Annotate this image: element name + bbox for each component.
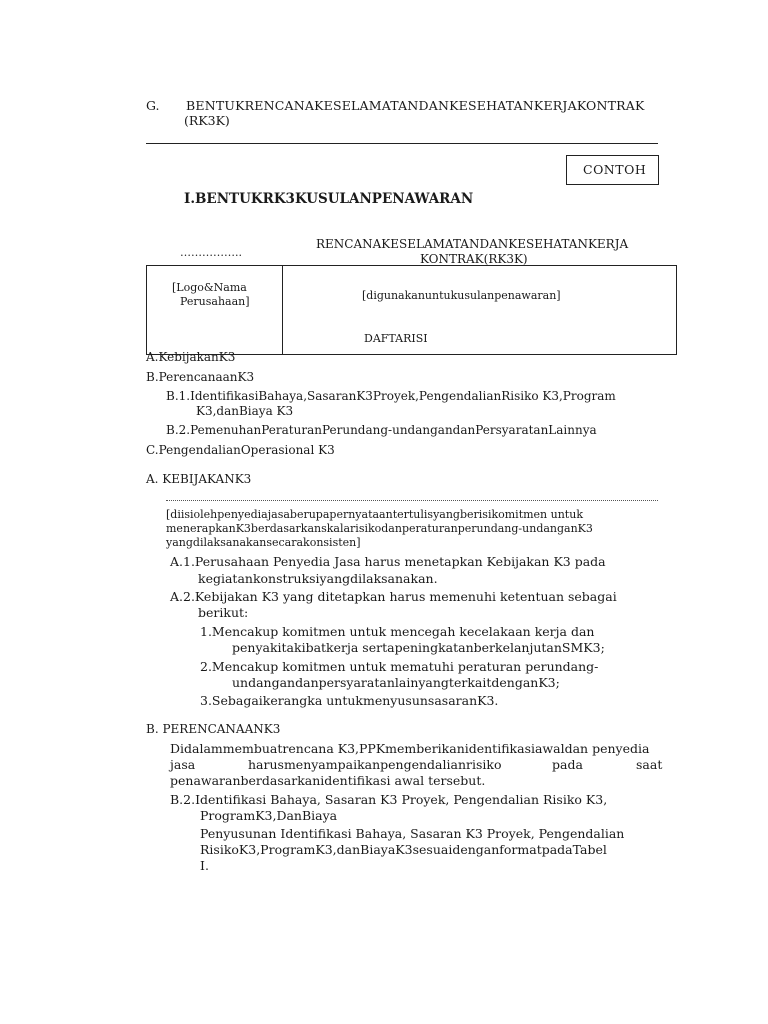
- center-title-line1: RENCANAKESELAMATANDANKESEHATANKERJA: [316, 237, 629, 251]
- section-title-line1: BENTUKRENCANAKESELAMATANDANKESEHATANKERJAKONTRAK: [186, 98, 645, 113]
- table-divider: [282, 265, 283, 354]
- section-a-note-line2: menerapkanK3berdasarkanskalarisikodanperaturanperundang-undanganK3: [166, 522, 593, 535]
- section-b-para-word-4: saat: [636, 757, 663, 772]
- section-a-heading: A. KEBIJAKANK3: [146, 472, 252, 486]
- a1-line2: kegiatankonstruksiyangdilaksanakan.: [198, 571, 438, 586]
- subtitle: I.BENTUKRK3KUSULANPENAWARAN: [184, 191, 474, 207]
- section-b-heading: B. PERENCANAANK3: [146, 722, 281, 736]
- list-item-1-line1: 1.Mencakup komitmen untuk mencegah kecelakaan kerja dan: [200, 624, 595, 639]
- logo-placeholder-line1: [Logo&Nama: [172, 281, 247, 294]
- contoh-label: CONTOH: [583, 162, 647, 177]
- a2-line2: berikut:: [198, 605, 249, 620]
- section-a-note-line1: [diisiolehpenyediajasaberupapernyataantertulisyangberisikomitmen untuk: [166, 508, 583, 521]
- section-b-para-word-2: harusmenyampaikanpengendalianrisiko: [248, 757, 502, 772]
- section-a-note-line3: yangdilaksanakansecarakonsisten]: [166, 536, 361, 549]
- contoh-box: [566, 155, 659, 185]
- toc-item-c: C.PengendalianOperasional K3: [146, 443, 335, 457]
- section-b-para-word-1: jasa: [170, 757, 196, 772]
- section-b-para-line1: Didalammembuatrencana K3,PPKmemberikanidentifikasiawaldan penyedia: [170, 741, 650, 756]
- b2-line2: ProgramK3,DanBiaya: [200, 808, 338, 823]
- list-item-2-line2: undangandanpersyaratanlainyangterkaitdenganK3;: [232, 675, 560, 690]
- toc-item-b1: B.1.IdentifikasiBahaya,SasaranK3Proyek,PengendalianRisiko K3,Program: [166, 389, 616, 403]
- logo-placeholder-line2: Perusahaan]: [180, 295, 250, 308]
- center-title-line2: KONTRAK(RK3K): [420, 252, 528, 266]
- list-item-3: 3.Sebagaikerangka untukmenyusunsasaranK3.: [200, 693, 499, 708]
- toc-item-b: B.PerencanaanK3: [146, 370, 255, 384]
- toc-item-b1-cont: K3,danBiaya K3: [196, 404, 294, 418]
- toc-item-a: A.KebijakanK3: [146, 350, 236, 364]
- a2-line1: A.2.Kebijakan K3 yang ditetapkan harus memenuhi ketentuan sebagai: [170, 589, 617, 604]
- section-b-para-line3: penawaranberdasarkanidentifikasi awal tersebut.: [170, 773, 486, 788]
- section-letter: G.: [146, 98, 160, 113]
- section-b-para-word-3: pada: [552, 757, 583, 772]
- b2-para-line3: I.: [200, 858, 209, 873]
- header-rule: [146, 143, 658, 144]
- b2-line1: B.2.Identifikasi Bahaya, Sasaran K3 Proyek, Pengendalian Risiko K3,: [170, 792, 608, 807]
- b2-para-line1: Penyusunan Identifikasi Bahaya, Sasaran K3 Proyek, Pengendalian: [200, 826, 625, 841]
- list-item-1-line2: penyakitakibatkerja sertapeningkatanberkelanjutanSMK3;: [232, 640, 605, 655]
- b2-para-line2: RisikoK3,ProgramK3,danBiayaK3sesuaidenganformatpadaTabel: [200, 842, 607, 857]
- a1-line1: A.1.Perusahaan Penyedia Jasa harus menetapkan Kebijakan K3 pada: [170, 554, 606, 569]
- section-title-line2: (RK3K): [184, 113, 230, 128]
- toc-item-b2: B.2.PemenuhanPeraturanPerundang-undangandanPersyaratanLainnya: [166, 423, 597, 437]
- dotted-prefix: ……………..: [180, 246, 242, 259]
- list-item-2-line1: 2.Mencakup komitmen untuk mematuhi peraturan perundang-: [200, 659, 599, 674]
- dotted-line: [166, 500, 658, 501]
- usage-note: [digunakanuntukusulanpenawaran]: [362, 289, 561, 302]
- daftar-isi-label: DAFTARISI: [364, 332, 428, 345]
